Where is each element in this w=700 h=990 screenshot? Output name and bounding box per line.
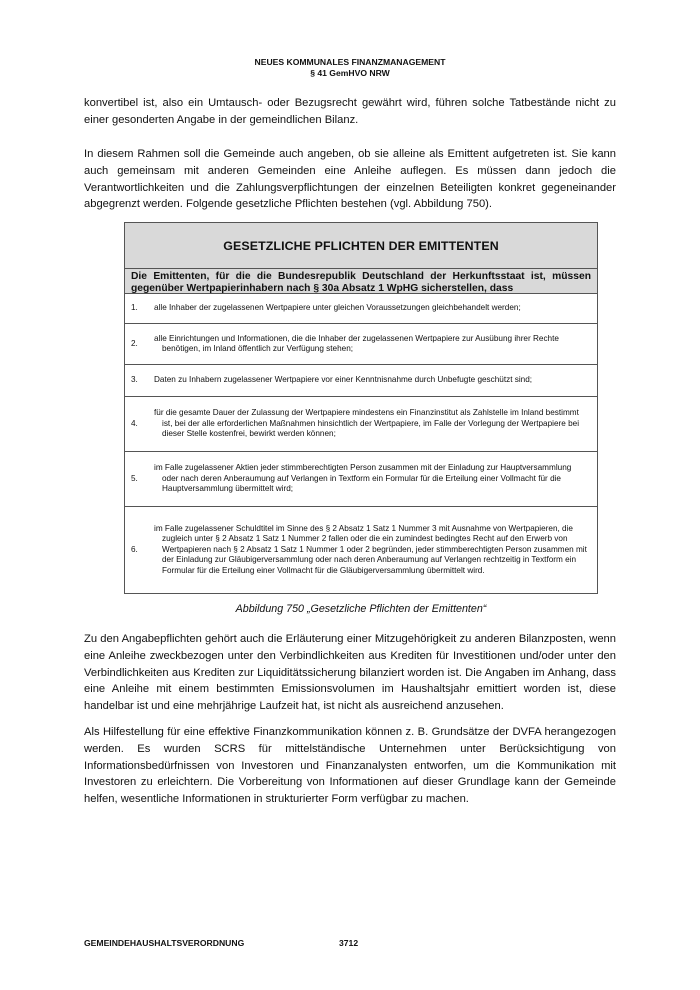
row-text: alle Inhaber der zugelassenen Wertpapiere unter gleichen Voraussetzungen gleichbehandelt werden;	[154, 303, 521, 313]
table-row	[125, 452, 597, 507]
figure-table	[124, 222, 598, 594]
row-text: alle Einrichtungen und Informationen, die die Inhaber der zugelassenen Wertpapiere zur Ausübung ihrer Rechte benötigen, im Inland öffentlich zur Verfügung stehen;	[154, 333, 559, 353]
header-section: § 41 GemHVO NRW	[310, 68, 390, 78]
paragraph-4: Als Hilfestellung für eine effektive Finanzkommunikation können z. B. Grundsätze der DVFA herangezogen werden. Es wurden SCRS für mittelständische Unternehmen unter Berücksichtigung von Informationsbedürfnissen von Investoren und Finanzanalysten entworfen, um die Kommunikation mit Investoren zu erleichtern. Die Vorbereitung von Informationen auf dieser Grundlage kann der Gemeinde helfen, wesentliche Informationen in strukturierter Form verfügbar zu machen.	[84, 726, 616, 806]
page-header	[0, 57, 700, 79]
header-title: NEUES KOMMUNALES FINANZMANAGEMENT	[254, 57, 446, 67]
table-row	[125, 397, 597, 452]
row-number: 2.	[131, 338, 138, 348]
figure-title: GESETZLICHE PFLICHTEN DER EMITTENTEN	[125, 223, 597, 269]
row-text: im Falle zugelassener Schuldtitel im Sinne des § 2 Absatz 1 Satz 1 Nummer 3 mit Ausnahme von Wertpapieren, die zugleich unter § 2 Absatz 1 Satz 1 Nummer 2 fallen oder die ein zumindest bedingtes Recht auf den Erwerb von Wertpapieren nach § 2 Absatz 1 Satz 1 Nummer 1 oder 2 begründen, jeder stimmberechtigten Person zusammen mit der Einladung zur Gläubigerversammlung oder nach deren Anberaumung auf Verlangen rechtzeitig in Textform ein Formular für die Erteilung einer Vollmacht für die Gläubigerversammlung übermittelt wird.	[154, 523, 587, 575]
row-text: Daten zu Inhabern zugelassener Wertpapiere vor einer Kenntnisnahme durch Unbefugte geschützt sind;	[154, 375, 533, 385]
paragraph-2: In diesem Rahmen soll die Gemeinde auch angeben, ob sie alleine als Emittent aufgetreten ist. Sie kann auch gemeinsam mit anderen Gemeinden eine Anleihe auflegen. Es müssen dann jedoch die Verantwortlichkeiten und die Zahlungsverpflichtungen der einzelnen Beteiligten konkret gegeneinander abgegrenzt werden. Folgende gesetzliche Pflichten bestehen (vgl. Abbildung 750).	[84, 148, 616, 211]
row-text: im Falle zugelassener Aktien jeder stimmberechtigten Person zusammen mit der Einladung zur Hauptversammlung oder nach deren Anberaumung auf Verlangen in Textform ein Formular für die Erteilung einer Vollmacht für die Hauptversammlung übermittelt wird;	[154, 463, 572, 494]
table-row	[125, 507, 597, 593]
row-number: 1.	[131, 303, 138, 313]
table-row	[125, 294, 597, 324]
paragraph-1: konvertibel ist, also ein Umtausch- oder Bezugsrecht gewährt wird, führen solche Tatbestände nicht zu einer gesonderten Angabe in der gemeindlichen Bilanz.	[84, 97, 616, 126]
row-number: 6.	[131, 544, 138, 554]
row-number: 5.	[131, 473, 138, 483]
table-row	[125, 324, 597, 365]
figure-caption: Abbildung 750 „Gesetzliche Pflichten der Emittenten“	[235, 603, 487, 615]
table-row	[125, 365, 597, 397]
footer-title: GEMEINDEHAUSHALTSVERORDNUNG	[84, 938, 245, 948]
page-number: 3712	[339, 938, 359, 948]
paragraph-3: Zu den Angabepflichten gehört auch die Erläuterung einer Mitzugehörigkeit zu anderen Bilanzposten, wenn eine Anleihe zweckbezogen unter den Verbindlichkeiten aus Krediten für Investitionen und/oder unter den Verbindlichkeiten aus Krediten zur Liquiditätssicherung bilanziert worden ist. Die Angaben im Anhang, dass eine Anleihe mit einem bestimmten Emissionsvolumen im Haushaltsjahr emittiert worden ist, diese handelbar ist und eine mehrjährige Laufzeit hat, ist nicht als ausreichend anzusehen.	[84, 633, 616, 713]
row-number: 3.	[131, 375, 138, 385]
row-number: 4.	[131, 418, 138, 428]
figure-subtitle: Die Emittenten, für die die Bundesrepublik Deutschland der Herkunftsstaat ist, müssen gegenüber Wertpapierinhabern nach § 30a Absatz 1 WpHG sicherstellen, dass	[125, 269, 597, 294]
row-text: für die gesamte Dauer der Zulassung der Wertpapiere mindestens ein Finanzinstitut als Zahlstelle im Inland bestimmt ist, bei der alle erforderlichen Maßnahmen hinsichtlich der Wertpapiere, im Falle der Vorlegung der Wertpapiere bei dieser Stelle kostenfrei, bewirkt werden können;	[154, 408, 580, 439]
